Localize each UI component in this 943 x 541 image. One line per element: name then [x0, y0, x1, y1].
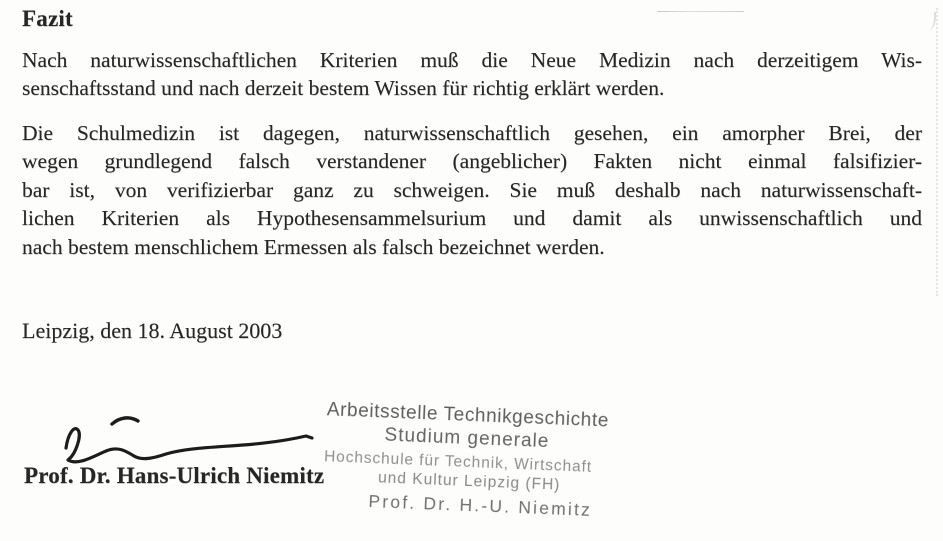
stamp-line-department: Studium generale: [384, 424, 550, 453]
paragraph-conclusion-1: [22, 46, 922, 103]
text-line: wegen grundlegend falsch verstandener (angeblicher) Fakten nicht einmal falsifizier-: [22, 149, 922, 174]
paragraph-conclusion-2: [22, 119, 922, 261]
text-line: Nach naturwissenschaftlichen Kriterien muß die Neue Medizin nach derzeitigem Wis-: [22, 48, 922, 72]
stamp-line-name: Prof. Dr. H.-U. Niemitz: [368, 491, 593, 520]
signed-name: Prof. Dr. Hans-Ulrich Niemitz: [24, 463, 325, 488]
document-heading: Fazit: [22, 6, 73, 31]
text-line: lichen Kriterien als Hypothesensammelsurium und damit als unwissenschaftlich und: [22, 206, 922, 231]
text-line: senschaftsstand und nach derzeit bestem Wissen für richtig erklärt werden.: [22, 76, 665, 101]
stamp-line-university: Hochschule für Technik, Wirtschaft: [323, 448, 593, 476]
scan-edge-artifact: [936, 8, 938, 296]
scan-scratch-artifact: [657, 11, 744, 12]
scan-corner-artifact: [925, 12, 936, 30]
date-line: Leipzig, den 18. August 2003: [22, 318, 283, 343]
stamp-line-university-2: und Kultur Leipzig (FH): [377, 469, 561, 494]
text-line: Die Schulmedizin ist dagegen, naturwissenschaftlich gesehen, ein amorpher Brei, der: [22, 121, 922, 145]
text-line: bar ist, von verifizierbar ganz zu schweigen. Sie muß deshalb nach naturwissenschaft-: [22, 177, 922, 202]
text-line: nach bestem menschlichem Ermessen als falsch bezeichnet werden.: [22, 234, 605, 259]
stamp-line-institute: Arbeitsstelle Technikgeschichte: [326, 399, 610, 432]
ink-stamp: [292, 397, 641, 523]
